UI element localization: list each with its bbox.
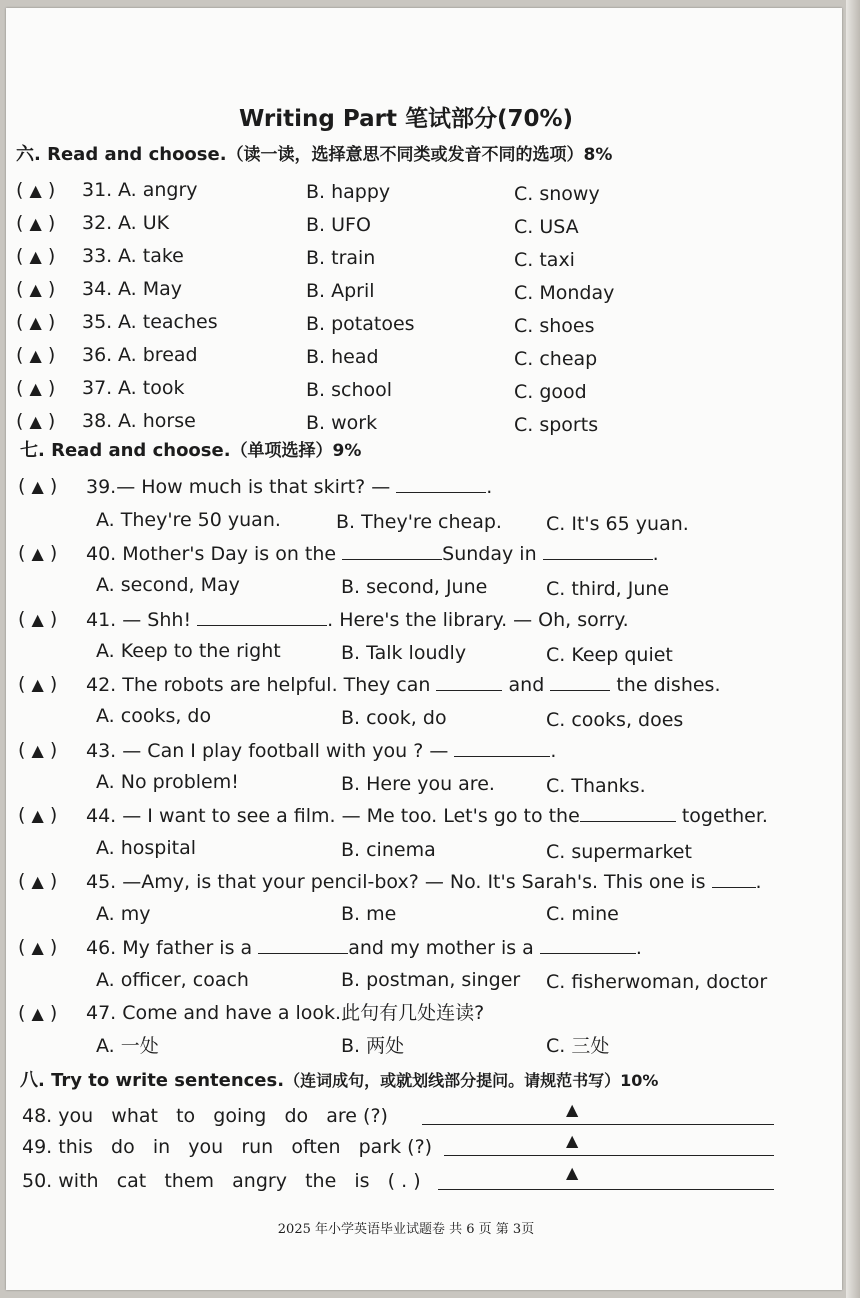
question-number: 31. (82, 179, 113, 201)
option-a: A. teaches (118, 311, 218, 333)
blank[interactable] (396, 474, 486, 493)
answer-slot-47[interactable]: ( ▲ ) (18, 1002, 58, 1024)
question-number: 32. (82, 212, 113, 234)
option-a: A. angry (118, 179, 198, 201)
question-39: 39.— How much is that skirt? — . (86, 476, 493, 498)
question-number: 36. (82, 344, 113, 366)
blank[interactable] (550, 672, 610, 691)
option-a: A. 一处 (96, 1035, 159, 1057)
question-number: 37. (82, 377, 113, 399)
blank[interactable] (540, 935, 636, 954)
section-7-note: （单项选择）9% (230, 441, 362, 461)
question-49: 49. this do in you run often park (?) (22, 1136, 433, 1158)
blank[interactable] (580, 803, 676, 822)
question-40: 40. Mother's Day is on the Sunday in . (86, 543, 659, 565)
option-c: C. snowy (514, 183, 600, 205)
option-a: A. take (118, 245, 184, 267)
answer-slot-45[interactable]: ( ▲ ) (18, 870, 58, 892)
option-b: B. me (341, 903, 397, 925)
option-b: B. train (306, 247, 376, 269)
option-c: C. sports (514, 414, 599, 436)
answer-line-48[interactable] (422, 1124, 774, 1125)
option-a: A. No problem! (96, 771, 239, 793)
option-c: C. mine (546, 903, 619, 925)
option-b: B. potatoes (306, 313, 415, 335)
section-8-note: （连词成句，或就划线部分提问。请规范书写）10% (284, 1071, 659, 1090)
option-c: C. cooks, does (546, 709, 684, 731)
option-c: C. Monday (514, 282, 615, 304)
answer-slot-33[interactable]: ( ▲ ) (16, 245, 56, 267)
option-a: A. They're 50 yuan. (96, 509, 281, 531)
blank[interactable] (543, 541, 653, 560)
answer-slot-36[interactable]: ( ▲ ) (16, 344, 56, 366)
answer-mark: ▲ (566, 1163, 579, 1182)
option-b: B. 两处 (341, 1035, 405, 1057)
blank[interactable] (712, 869, 756, 888)
question-46: 46. My father is a and my mother is a . (86, 937, 642, 959)
answer-mark: ▲ (566, 1100, 579, 1119)
option-b: B. UFO (306, 214, 371, 236)
option-a: A. second, May (96, 574, 240, 596)
page-footer: 2025 年小学英语毕业试题卷 共 6 页 第 3页 (277, 1222, 535, 1237)
section-6-header (16, 142, 612, 167)
answer-line-49[interactable] (444, 1155, 774, 1156)
exam-page (6, 8, 842, 1290)
option-b: B. cook, do (341, 707, 447, 729)
option-b: B. Here you are. (341, 773, 495, 795)
answer-slot-40[interactable]: ( ▲ ) (18, 542, 58, 564)
option-b: B. head (306, 346, 379, 368)
answer-slot-42[interactable]: ( ▲ ) (18, 673, 58, 695)
option-b: B. work (306, 412, 378, 434)
option-b: B. They're cheap. (336, 511, 502, 533)
answer-line-50[interactable] (438, 1189, 774, 1190)
option-a: A. bread (118, 344, 198, 366)
question-number: 34. (82, 278, 113, 300)
option-c: C. shoes (514, 315, 595, 337)
option-c: C. USA (514, 216, 579, 238)
option-a: A. took (118, 377, 185, 399)
option-b: B. Talk loudly (341, 642, 467, 664)
option-c: C. good (514, 381, 587, 403)
option-a: A. Keep to the right (96, 640, 281, 662)
option-a: A. hospital (96, 837, 197, 859)
option-a: A. UK (118, 212, 170, 234)
answer-slot-44[interactable]: ( ▲ ) (18, 804, 58, 826)
option-c: C. It's 65 yuan. (546, 513, 689, 535)
answer-slot-37[interactable]: ( ▲ ) (16, 377, 56, 399)
option-c: C. 三处 (546, 1035, 610, 1057)
option-a: A. my (96, 903, 151, 925)
option-b: B. cinema (341, 839, 436, 861)
option-b: B. second, June (341, 576, 488, 598)
answer-slot-31[interactable]: ( ▲ ) (16, 179, 56, 201)
answer-slot-43[interactable]: ( ▲ ) (18, 739, 58, 761)
option-b: B. happy (306, 181, 391, 203)
section-8-header (20, 1068, 658, 1093)
answer-slot-34[interactable]: ( ▲ ) (16, 278, 56, 300)
question-number: 33. (82, 245, 113, 267)
blank[interactable] (197, 607, 327, 626)
question-50: 50. with cat them angry the is ( . ) (22, 1170, 421, 1192)
answer-slot-41[interactable]: ( ▲ ) (18, 608, 58, 630)
section-7-header (20, 438, 361, 463)
answer-slot-32[interactable]: ( ▲ ) (16, 212, 56, 234)
option-b: B. postman, singer (341, 969, 521, 991)
answer-slot-35[interactable]: ( ▲ ) (16, 311, 56, 333)
question-42: 42. The robots are helpful. They can and the dishes. (86, 674, 721, 696)
answer-mark: ▲ (566, 1131, 579, 1150)
answer-slot-46[interactable]: ( ▲ ) (18, 936, 58, 958)
blank[interactable] (436, 672, 502, 691)
option-b: B. April (306, 280, 375, 302)
blank[interactable] (454, 738, 550, 757)
option-c: C. cheap (514, 348, 598, 370)
question-41: 41. — Shh! . Here's the library. — Oh, sorry. (86, 609, 629, 631)
blank[interactable] (342, 541, 442, 560)
option-b: B. school (306, 379, 393, 401)
question-45: 45. —Amy, is that your pencil-box? — No. It's Sarah's. This one is . (86, 871, 762, 893)
question-number: 35. (82, 311, 113, 333)
option-c: C. Thanks. (546, 775, 646, 797)
option-a: A. May (118, 278, 183, 300)
option-a: A. horse (118, 410, 196, 432)
option-c: C. third, June (546, 578, 670, 600)
answer-slot-39[interactable]: ( ▲ ) (18, 475, 58, 497)
page-title: Writing Part 笔试部分(70%) (238, 106, 574, 132)
question-48: 48. you what to going do are (?) (22, 1105, 388, 1127)
section-6-label: 六. Read and choose. (16, 144, 227, 165)
option-a: A. cooks, do (96, 705, 212, 727)
option-c: C. taxi (514, 249, 575, 271)
question-47: 47. Come and have a look.此句有几处连读? (86, 1002, 485, 1024)
answer-slot-38[interactable]: ( ▲ ) (16, 410, 56, 432)
option-c: C. fisherwoman, doctor (546, 971, 768, 993)
section-8-label: 八. Try to write sentences. (20, 1070, 285, 1091)
section-7-label: 七. Read and choose. (20, 440, 231, 461)
question-44: 44. — I want to see a film. — Me too. Let's go to the together. (86, 805, 768, 827)
option-c: C. supermarket (546, 841, 692, 863)
blank[interactable] (258, 935, 348, 954)
section-6-note: （读一读，选择意思不同类或发音不同的选项）8% (226, 145, 613, 165)
page-edge-shadow (846, 0, 860, 1298)
question-number: 38. (82, 410, 113, 432)
option-c: C. Keep quiet (546, 644, 673, 666)
option-a: A. officer, coach (96, 969, 249, 991)
question-43: 43. — Can I play football with you ? — . (86, 740, 557, 762)
